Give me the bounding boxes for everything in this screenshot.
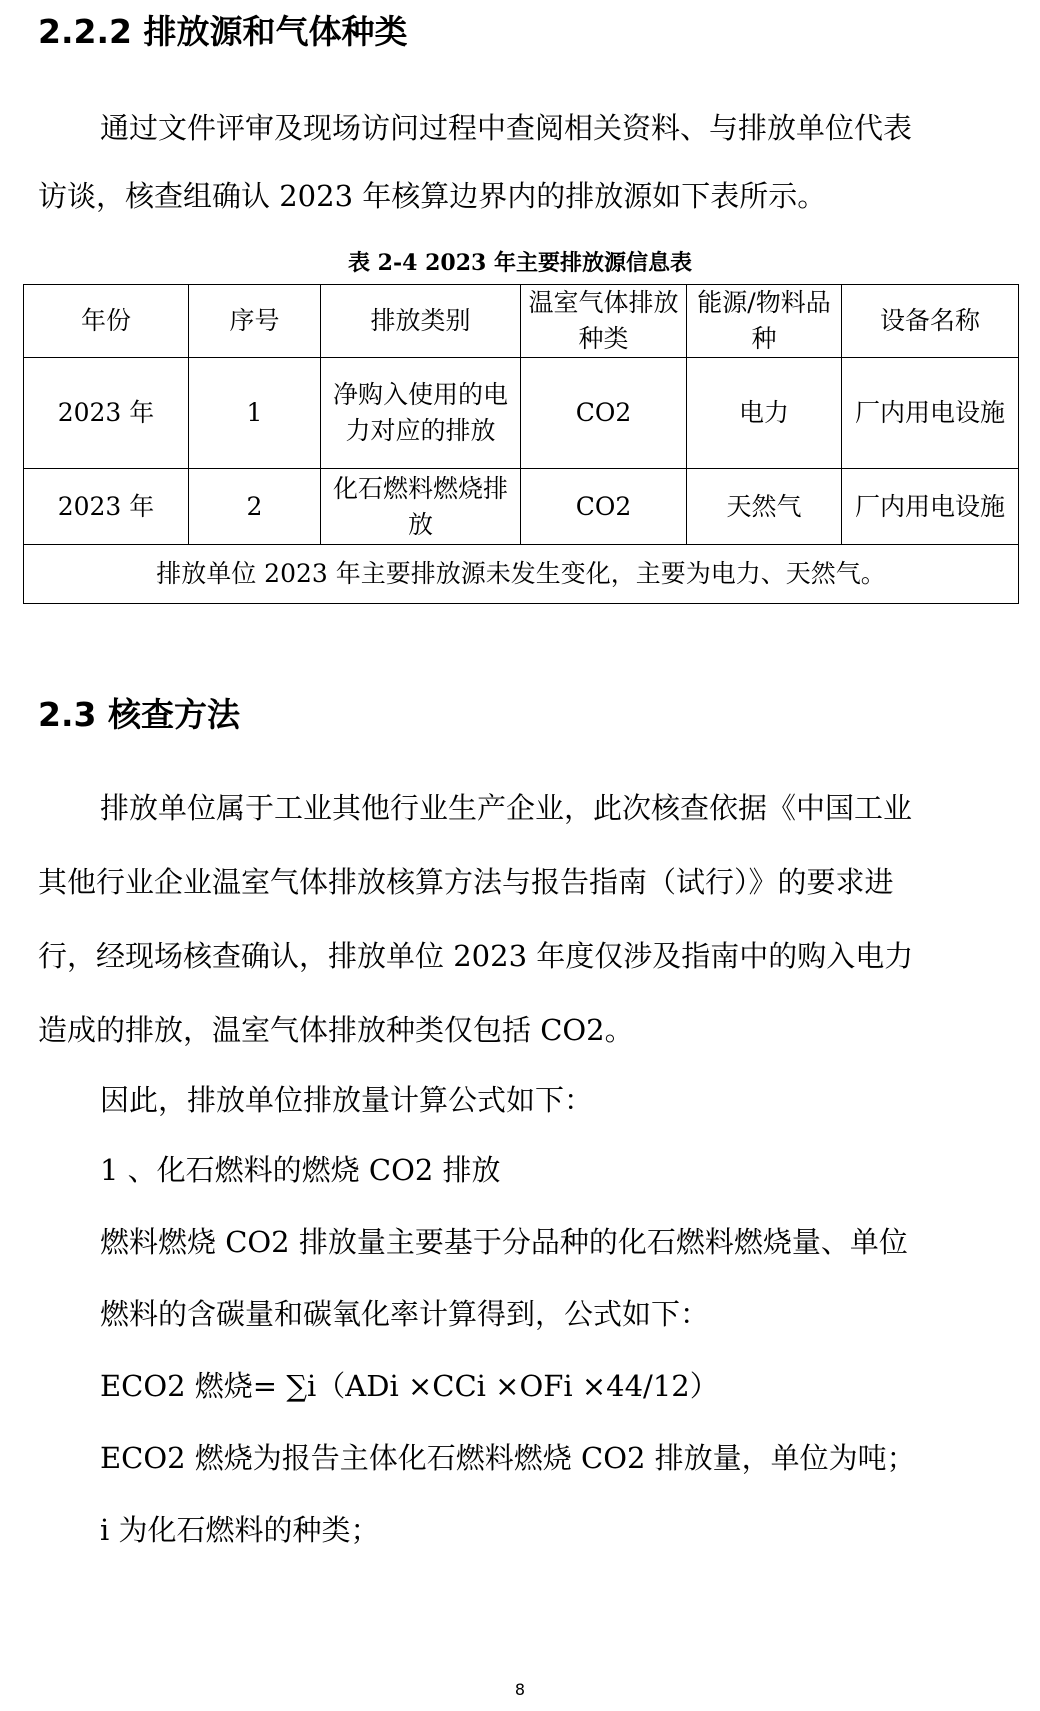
cell-gas-type: CO2 <box>521 358 687 469</box>
formula: ECO2 燃烧= ∑i（ADi ×CCi ×OFi ×44/12） <box>100 1369 719 1403</box>
header-gas-type: 温室气体排放种类 <box>521 285 687 358</box>
method-paragraph-line-2: 其他行业企业温室气体排放核算方法与报告指南（试行）》的要求进 <box>38 865 894 899</box>
method-paragraph-line-1: 排放单位属于工业其他行业生产企业，此次核查依据《中国工业 <box>100 791 913 825</box>
table-note: 排放单位 2023 年主要排放源未发生变化，主要为电力、天然气。 <box>24 545 1019 604</box>
header-category: 排放类别 <box>321 285 521 358</box>
cell-year: 2023 年 <box>24 358 189 469</box>
cell-equipment: 厂内用电设施 <box>842 469 1019 545</box>
header-equipment: 设备名称 <box>842 285 1019 358</box>
table-row <box>24 469 1019 545</box>
cell-number: 2 <box>189 469 321 545</box>
cell-equipment: 厂内用电设施 <box>842 358 1019 469</box>
cell-energy-type: 天然气 <box>687 469 842 545</box>
header-year: 年份 <box>24 285 189 358</box>
intro-line-2: 访谈，核查组确认 2023 年核算边界内的排放源如下表所示。 <box>38 179 827 213</box>
page-number: 8 <box>514 1680 526 1699</box>
table-caption: 表 2-4 2023 年主要排放源信息表 <box>348 250 692 276</box>
section-heading-2-2-2: 2.2.2 排放源和气体种类 <box>38 12 408 51</box>
list-item-1: 1 、化石燃料的燃烧 CO2 排放 <box>100 1153 501 1187</box>
intro-line-1: 通过文件评审及现场访问过程中查阅相关资料、与排放单位代表 <box>100 111 913 145</box>
cell-gas-type: CO2 <box>521 469 687 545</box>
cell-number: 1 <box>189 358 321 469</box>
cell-energy-type: 电力 <box>687 358 842 469</box>
table-row <box>24 358 1019 469</box>
formula-intro: 因此，排放单位排放量计算公式如下： <box>100 1083 594 1117</box>
fuel-paragraph-line-2: 燃料的含碳量和碳氧化率计算得到，公式如下： <box>100 1297 710 1331</box>
cell-year: 2023 年 <box>24 469 189 545</box>
fuel-paragraph-line-1: 燃料燃烧 CO2 排放量主要基于分品种的化石燃料燃烧量、单位 <box>100 1225 908 1259</box>
table-note-row <box>24 545 1019 604</box>
method-paragraph-line-4: 造成的排放，温室气体排放种类仅包括 CO2。 <box>38 1013 634 1047</box>
section-heading-2-3: 2.3 核查方法 <box>38 695 240 734</box>
table-header-row <box>24 285 1019 358</box>
cell-category: 净购入使用的电力对应的排放 <box>321 358 521 469</box>
definition-eco2: ECO2 燃烧为报告主体化石燃料燃烧 CO2 排放量，单位为吨； <box>100 1441 916 1475</box>
cell-category: 化石燃料燃烧排放 <box>321 469 521 545</box>
emission-source-table <box>23 284 1019 604</box>
method-paragraph-line-3: 行，经现场核查确认，排放单位 2023 年度仅涉及指南中的购入电力 <box>38 939 914 973</box>
header-number: 序号 <box>189 285 321 358</box>
header-energy-type: 能源/物料品种 <box>687 285 842 358</box>
definition-i: i 为化石燃料的种类； <box>100 1513 380 1547</box>
